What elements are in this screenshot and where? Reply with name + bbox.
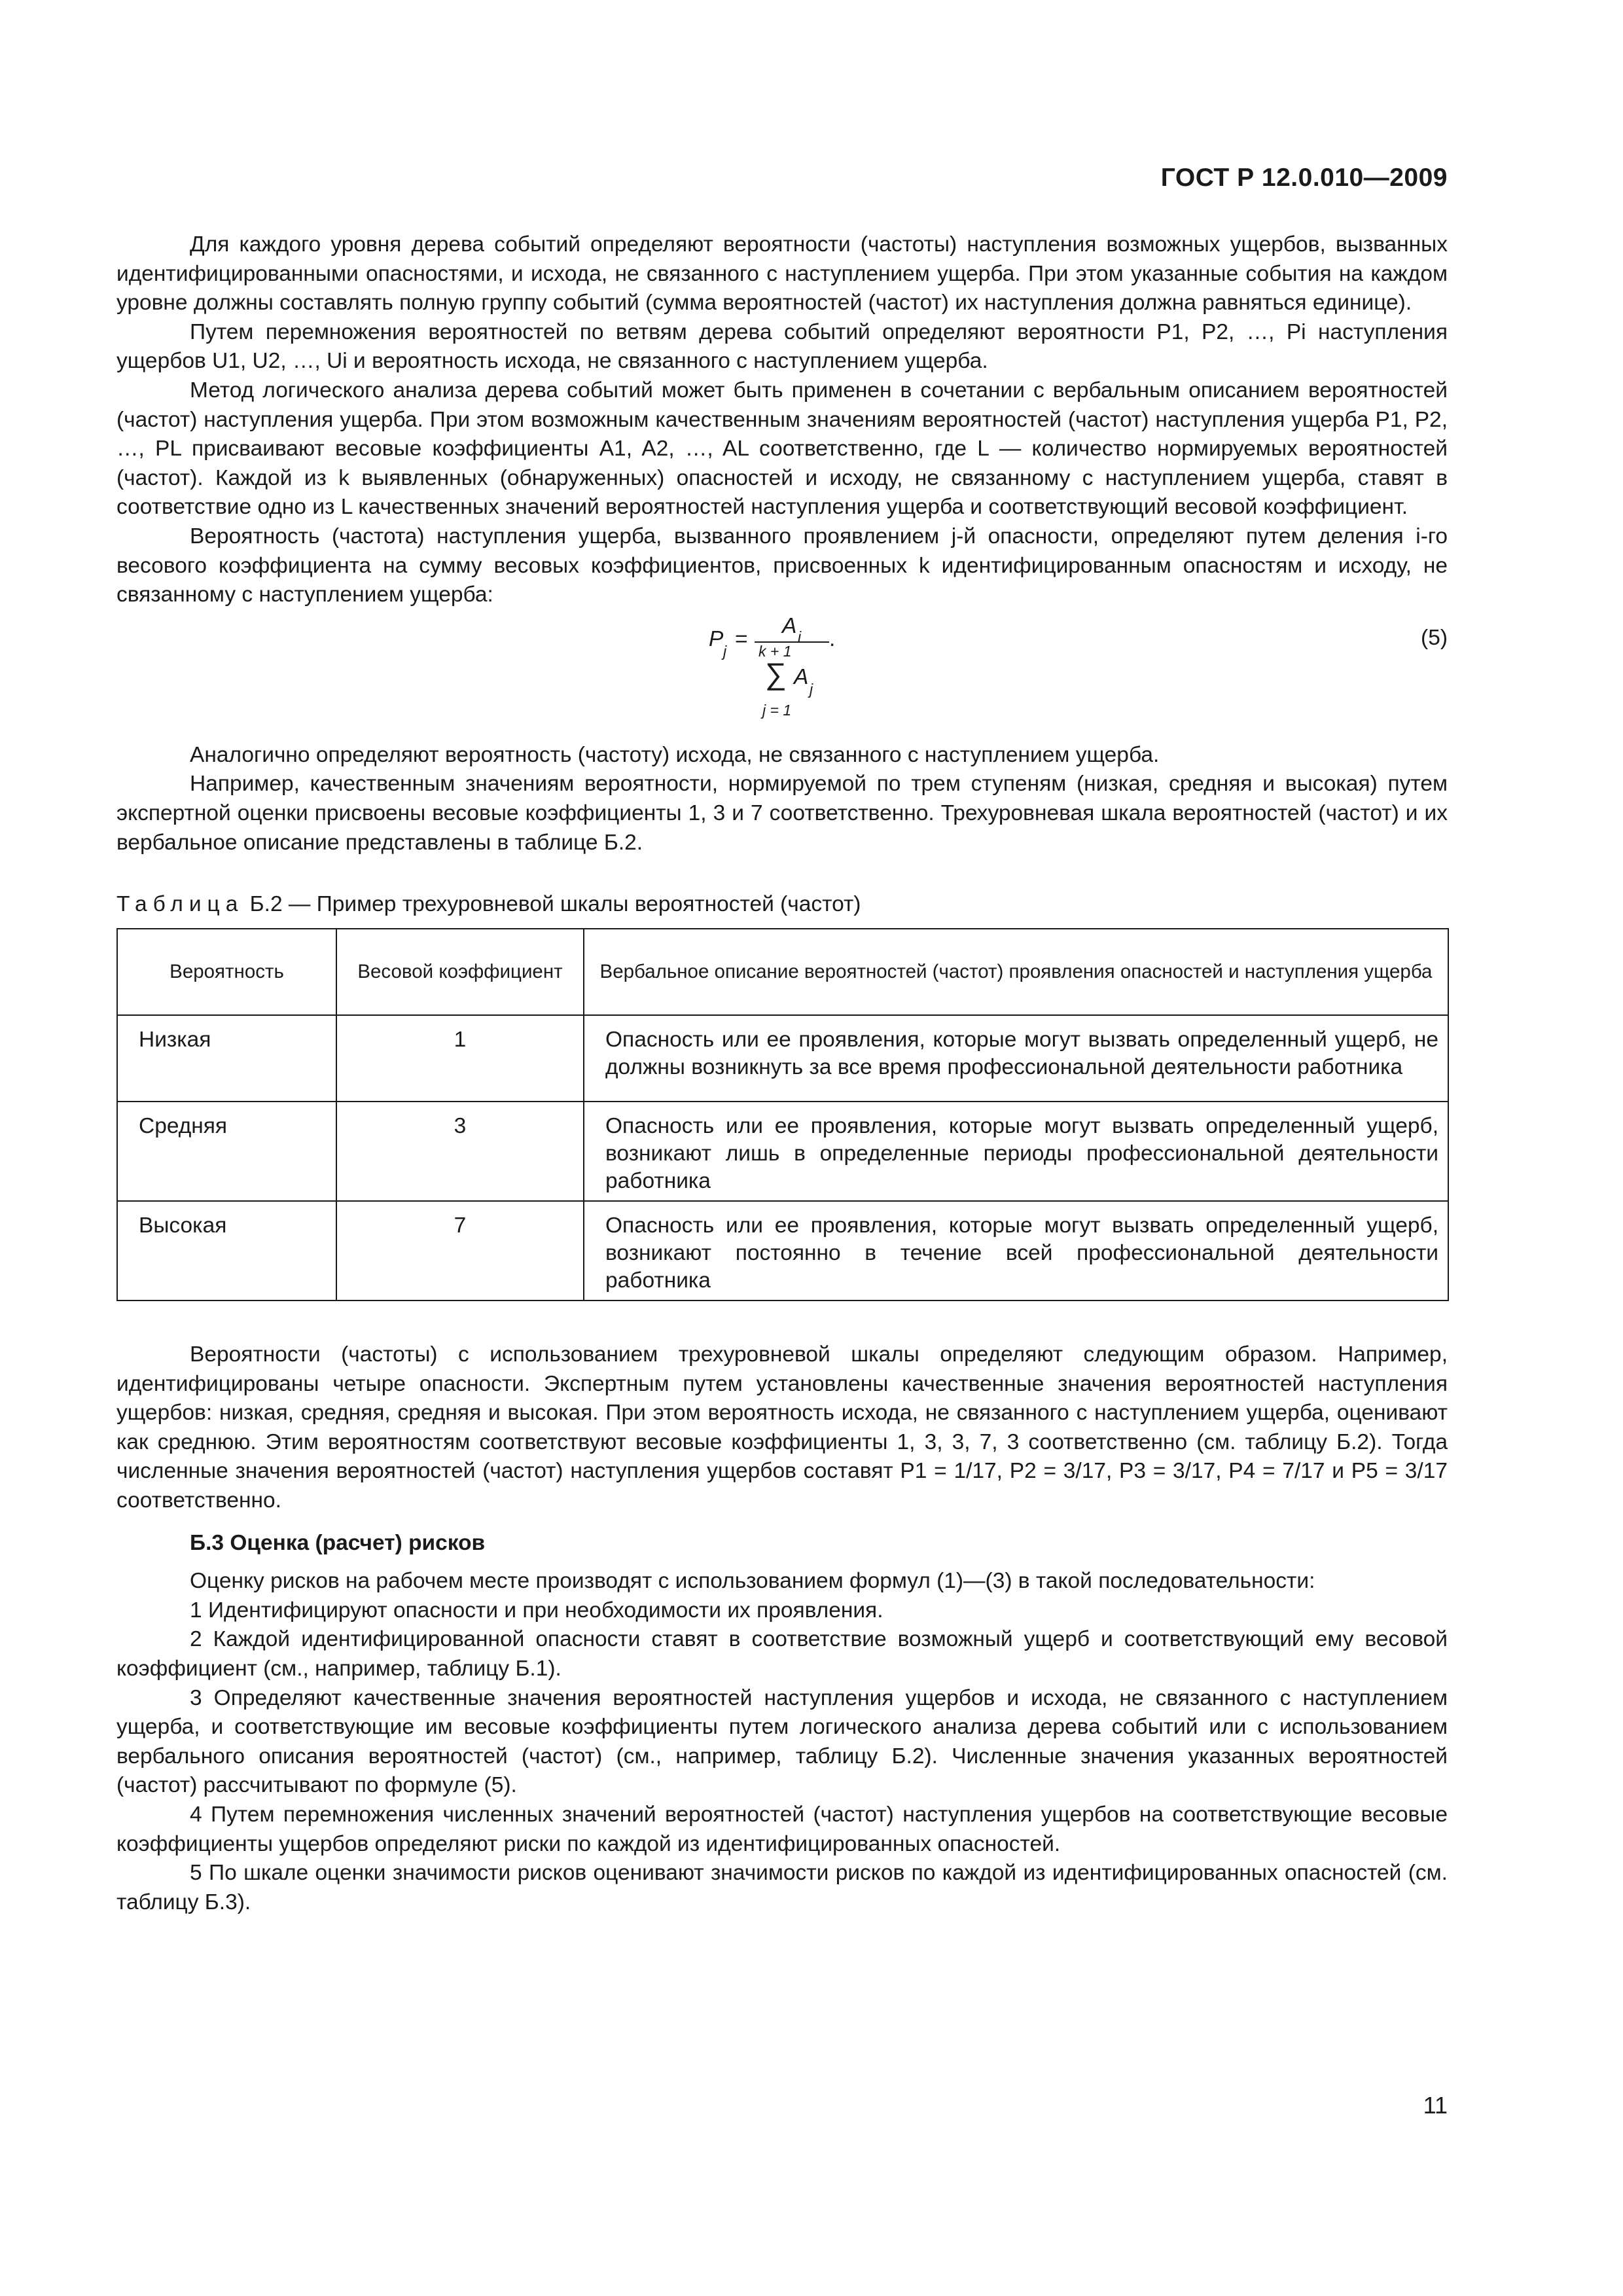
table-caption-label: Таблица <box>116 892 244 917</box>
table-caption-text: Б.2 — Пример трехуровневой шкалы вероятностей (частот) <box>249 892 861 917</box>
table-row <box>117 1102 1448 1201</box>
formula-numerator-subscript: i <box>798 628 802 645</box>
cell-description: Опасность или ее проявления, которые могут вызвать определенный ущерб, возникают постоянно в течение всей профессиональной деятельности работника <box>584 1201 1448 1300</box>
formula-trail: . <box>829 626 836 651</box>
formula-number: (5) <box>1421 625 1448 650</box>
cell-level: Высокая <box>117 1201 336 1300</box>
paragraph: Аналогично определяют вероятность (частоту) исхода, не связанного с наступлением ущерба. <box>190 742 1160 767</box>
header-weight: Весовой коэффициент <box>336 929 584 1015</box>
formula-5 <box>116 613 1448 730</box>
paragraph: Путем перемножения вероятностей по ветвям дерева событий определяют вероятности P1, P2, …, Pi наступления ущербов U1, U2, …, Ui и вероятность исхода, не связанного с наступлением ущерба. <box>116 319 1448 374</box>
document-body <box>116 230 1448 1917</box>
table-row <box>117 1015 1448 1102</box>
sum-symbol: ∑ <box>765 656 787 691</box>
formula-numerator: A <box>782 613 797 638</box>
header-probability: Вероятность <box>117 929 336 1015</box>
sum-lower-limit: j = 1 <box>762 701 792 719</box>
cell-weight: 3 <box>336 1102 584 1201</box>
formula-summand: A <box>794 664 809 689</box>
paragraph: Метод логического анализа дерева событий может быть применен в сочетании с вербальным описанием вероятностей (частот) наступления ущерба. При этом возможным качественным значениям вероятностей (частот) наступления ущерба P1, P2, …, PL присваивают весовые коэффициенты A1, A2, …, AL соответственно, где L — количество нормируемых вероятностей (частот). Каждой из k выявленных (обнаруженных) опасностей и исходу, не связанному с наступлением ущерба, ставят в соответствие одно из L качественных значений вероятностей наступления ущерба и соответствующий весовой коэффициент. <box>116 378 1448 520</box>
post-table-text <box>116 1340 1448 1516</box>
paragraph: Вероятность (частота) наступления ущерба, вызванного проявлением j-й опасности, определяют путем деления i-го весового коэффициента на сумму весовых коэффициентов, присвоенных k идентифицированным опасностям и исходу, не связанному с наступлением ущерба: <box>116 524 1448 607</box>
paragraph: Вероятности (частоты) с использованием трехуровневой шкалы определяют следующим образом. Например, идентифицированы четыре опасности. Экспертным путем установлены качественные значения вероятностей наступления ущербов: низкая, средняя, средняя и высокая. При этом вероятность исхода, не связанного с наступлением ущерба, оценивают как среднюю. Этим вероятностям соответствуют весовые коэффициенты 1, 3, 3, 7, 3 соответственно (см. таблицу Б.2). Тогда численные значения вероятностей (частот) наступления ущербов составят P1 = 1/17, P2 = 3/17, P3 = 3/17, P4 = 7/17 и P5 = 3/17 соответственно. <box>116 1342 1448 1513</box>
paragraph: Например, качественным значениям вероятности, нормируемой по трем ступеням (низкая, средняя и высокая) путем экспертной оценки присвоены весовые коэффициенты 1, 3 и 7 соответственно. Трехуровневая шкала вероятностей (частот) и их вербальное описание представлены в таблице Б.2. <box>116 772 1448 855</box>
list-item: 2 Каждой идентифицированной опасности ставят в соответствие возможный ущерб и соответствующий ему весовой коэффициент (см., например, таблицу Б.1). <box>116 1627 1448 1681</box>
list-item: 3 Определяют качественные значения вероятностей наступления ущербов и исхода, не связанного с наступлением ущерба, и соответствующие им весовые коэффициенты путем логического анализа дерева событий или с использованием вербального описания вероятностей (частот) (см., например, таблицу Б.2). Численные значения указанных вероятностей (частот) рассчитывают по формуле (5). <box>116 1685 1448 1798</box>
formula-expression <box>709 613 971 730</box>
section-heading: Б.3 Оценка (расчет) рисков <box>190 1530 486 1555</box>
document-code-header: ГОСТ Р 12.0.010—2009 <box>1160 164 1448 192</box>
list-item: 5 По шкале оценки значимости рисков оценивают значимости рисков по каждой из идентифицированных опасностей (см. таблицу Б.3). <box>116 1861 1448 1914</box>
list-item: 4 Путем перемножения численных значений вероятностей (частот) наступления ущербов на соответствующие весовые коэффициенты ущербов определяют риски по каждой из идентифицированных опасностей. <box>116 1803 1448 1856</box>
cell-weight: 1 <box>336 1015 584 1102</box>
probability-scale-table <box>116 928 1449 1301</box>
document-page <box>116 0 1448 2296</box>
table-header-row <box>117 929 1448 1015</box>
cell-description: Опасность или ее проявления, которые могут вызвать определенный ущерб, возникают лишь в определенные периоды профессиональной деятельности работника <box>584 1102 1448 1201</box>
cell-description: Опасность или ее проявления, которые могут вызвать определенный ущерб, не должны возникнуть за все время профессиональной деятельности работника <box>584 1015 1448 1102</box>
table-row <box>117 1201 1448 1300</box>
cell-level: Низкая <box>117 1015 336 1102</box>
page-number: 11 <box>1423 2092 1448 2119</box>
formula-summand-subscript: j <box>810 680 813 698</box>
formula-equals: = <box>735 626 748 651</box>
formula-lhs: P <box>709 626 724 651</box>
paragraph: Оценку рисков на рабочем месте производят с использованием формул (1)—(3) в такой последовательности: <box>190 1569 1315 1594</box>
table-caption <box>116 890 1448 919</box>
list-item: 1 Идентифицируют опасности и при необходимости их проявления. <box>190 1598 883 1623</box>
header-description: Вербальное описание вероятностей (частот) проявления опасностей и наступления ущерба <box>584 929 1448 1015</box>
sum-upper-limit: k + 1 <box>758 642 792 660</box>
cell-weight: 7 <box>336 1201 584 1300</box>
paragraph: Для каждого уровня дерева событий определяют вероятности (частоты) наступления возможных ущербов, вызванных идентифицированными опасностями, и исхода, не связанного с наступлением ущерба. При этом указанные события на каждом уровне должны составлять полную группу событий (сумма вероятностей (частот) их наступления должна равняться единице). <box>116 232 1448 315</box>
formula-lhs-subscript: j <box>723 642 727 660</box>
cell-level: Средняя <box>117 1102 336 1201</box>
